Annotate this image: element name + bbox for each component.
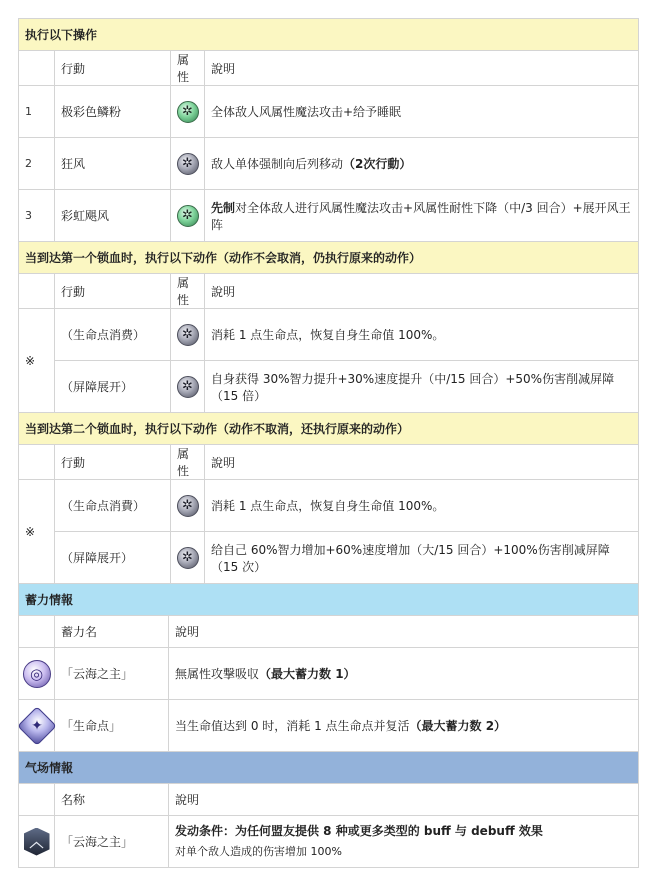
neutral-orb-icon: [177, 547, 199, 569]
charge-info-table: [18, 583, 639, 752]
charge-name: 「生命点」: [55, 700, 169, 752]
column-header-action: 行動: [55, 445, 171, 480]
column-header-description: 說明: [205, 51, 639, 86]
column-header-description: 說明: [205, 274, 639, 309]
charge-description-cell: [169, 700, 639, 752]
section-header: 当到达第一个锁血时，执行以下动作（动作不会取消，仍执行原来的动作）: [19, 242, 639, 274]
charge-max: （最大蓄力数 2）: [409, 719, 507, 733]
column-header-description: 說明: [205, 445, 639, 480]
skill-info-panel: [18, 18, 638, 868]
action-description: 给自己 60%智力增加+60%速度增加（大/15 回合）+100%伤害削减屏障（15 次）: [205, 532, 639, 584]
actions-table: [18, 18, 639, 242]
row-number: 1: [19, 86, 55, 138]
action-name: （屏障展开）: [55, 532, 171, 584]
row-number: 3: [19, 190, 55, 242]
row-number: 2: [19, 138, 55, 190]
column-header-attribute: 属性: [171, 51, 205, 86]
column-header-description: 說明: [169, 784, 639, 816]
table-row: [19, 138, 639, 190]
column-header-description: 說明: [169, 616, 639, 648]
charge-description: 無属性攻撃吸収: [175, 667, 260, 681]
action-name: 彩虹飓风: [55, 190, 171, 242]
action-name: （生命点消费）: [55, 309, 171, 361]
table-row: [19, 532, 639, 584]
star-seal-icon: [17, 706, 57, 746]
note-mark: ※: [19, 480, 55, 584]
table-row: [19, 700, 639, 752]
table-row: [19, 309, 639, 361]
action-name: （屏障展开）: [55, 361, 171, 413]
column-header-name: 蓄力名: [55, 616, 169, 648]
action-description: 对全体敌人进行风属性魔法攻击+风属性耐性下降（中/3 回合）+展开风王阵: [211, 200, 631, 232]
action-description: 消耗 1 点生命点，恢复自身生命值 100%。: [205, 480, 639, 532]
action-description-cell: [205, 138, 639, 190]
first-threshold-table: [18, 241, 639, 413]
action-description: 敌人单体强制向后列移动: [211, 157, 344, 171]
seal-orb-icon: [23, 660, 51, 688]
aura-description-cell: [169, 816, 639, 868]
neutral-orb-icon: [177, 495, 199, 517]
column-header-name: 名称: [55, 784, 169, 816]
section-header: 执行以下操作: [19, 19, 639, 51]
section-header: 气场情報: [19, 752, 639, 784]
note-mark: ※: [19, 309, 55, 413]
action-description: 消耗 1 点生命点，恢复自身生命值 100%。: [205, 309, 639, 361]
neutral-orb-icon: [177, 324, 199, 346]
aura-effect: 对单个敌人造成的伤害增加 100%: [175, 845, 342, 858]
column-header-action: 行動: [55, 274, 171, 309]
section-header: 当到达第二个锁血时，执行以下动作（动作不取消，还执行原来的动作）: [19, 413, 639, 445]
aura-name: 「云海之主」: [55, 816, 169, 868]
table-row: [19, 86, 639, 138]
table-row: [19, 480, 639, 532]
column-header-attribute: 属性: [171, 274, 205, 309]
table-row: [19, 361, 639, 413]
wind-orb-icon: [177, 101, 199, 123]
preemptive-label: 先制: [211, 200, 236, 215]
table-row: [19, 816, 639, 868]
action-name: 极彩色鳞粉: [55, 86, 171, 138]
neutral-orb-icon: [177, 376, 199, 398]
table-row: [19, 190, 639, 242]
action-name: 狂风: [55, 138, 171, 190]
wind-orb-icon: [177, 205, 199, 227]
charge-name: 「云海之主」: [55, 648, 169, 700]
action-name: （生命点消費）: [55, 480, 171, 532]
column-header-action: 行動: [55, 51, 171, 86]
neutral-orb-icon: [177, 153, 199, 175]
charge-max: （最大蓄力数 1）: [259, 667, 356, 681]
action-description: 自身获得 30%智力提升+30%速度提升（中/15 回合）+50%伤害削减屏障（15 倍）: [205, 361, 639, 413]
second-threshold-table: [18, 412, 639, 584]
column-header-attribute: 属性: [171, 445, 205, 480]
aura-info-table: [18, 751, 639, 868]
charge-description-cell: [169, 648, 639, 700]
charge-description: 当生命值达到 0 时，消耗 1 点生命点并复活: [175, 719, 410, 733]
section-header: 蓄力情報: [19, 584, 639, 616]
aura-chevron-icon: [24, 828, 50, 856]
action-count: （2次行動）: [343, 157, 412, 171]
table-row: [19, 648, 639, 700]
aura-condition: 发动条件：为任何盟友提供 8 种或更多类型的 buff 与 debuff 效果: [175, 824, 543, 838]
action-description: 全体敌人风属性魔法攻击+给予睡眠: [205, 86, 639, 138]
action-description-cell: [205, 190, 639, 242]
